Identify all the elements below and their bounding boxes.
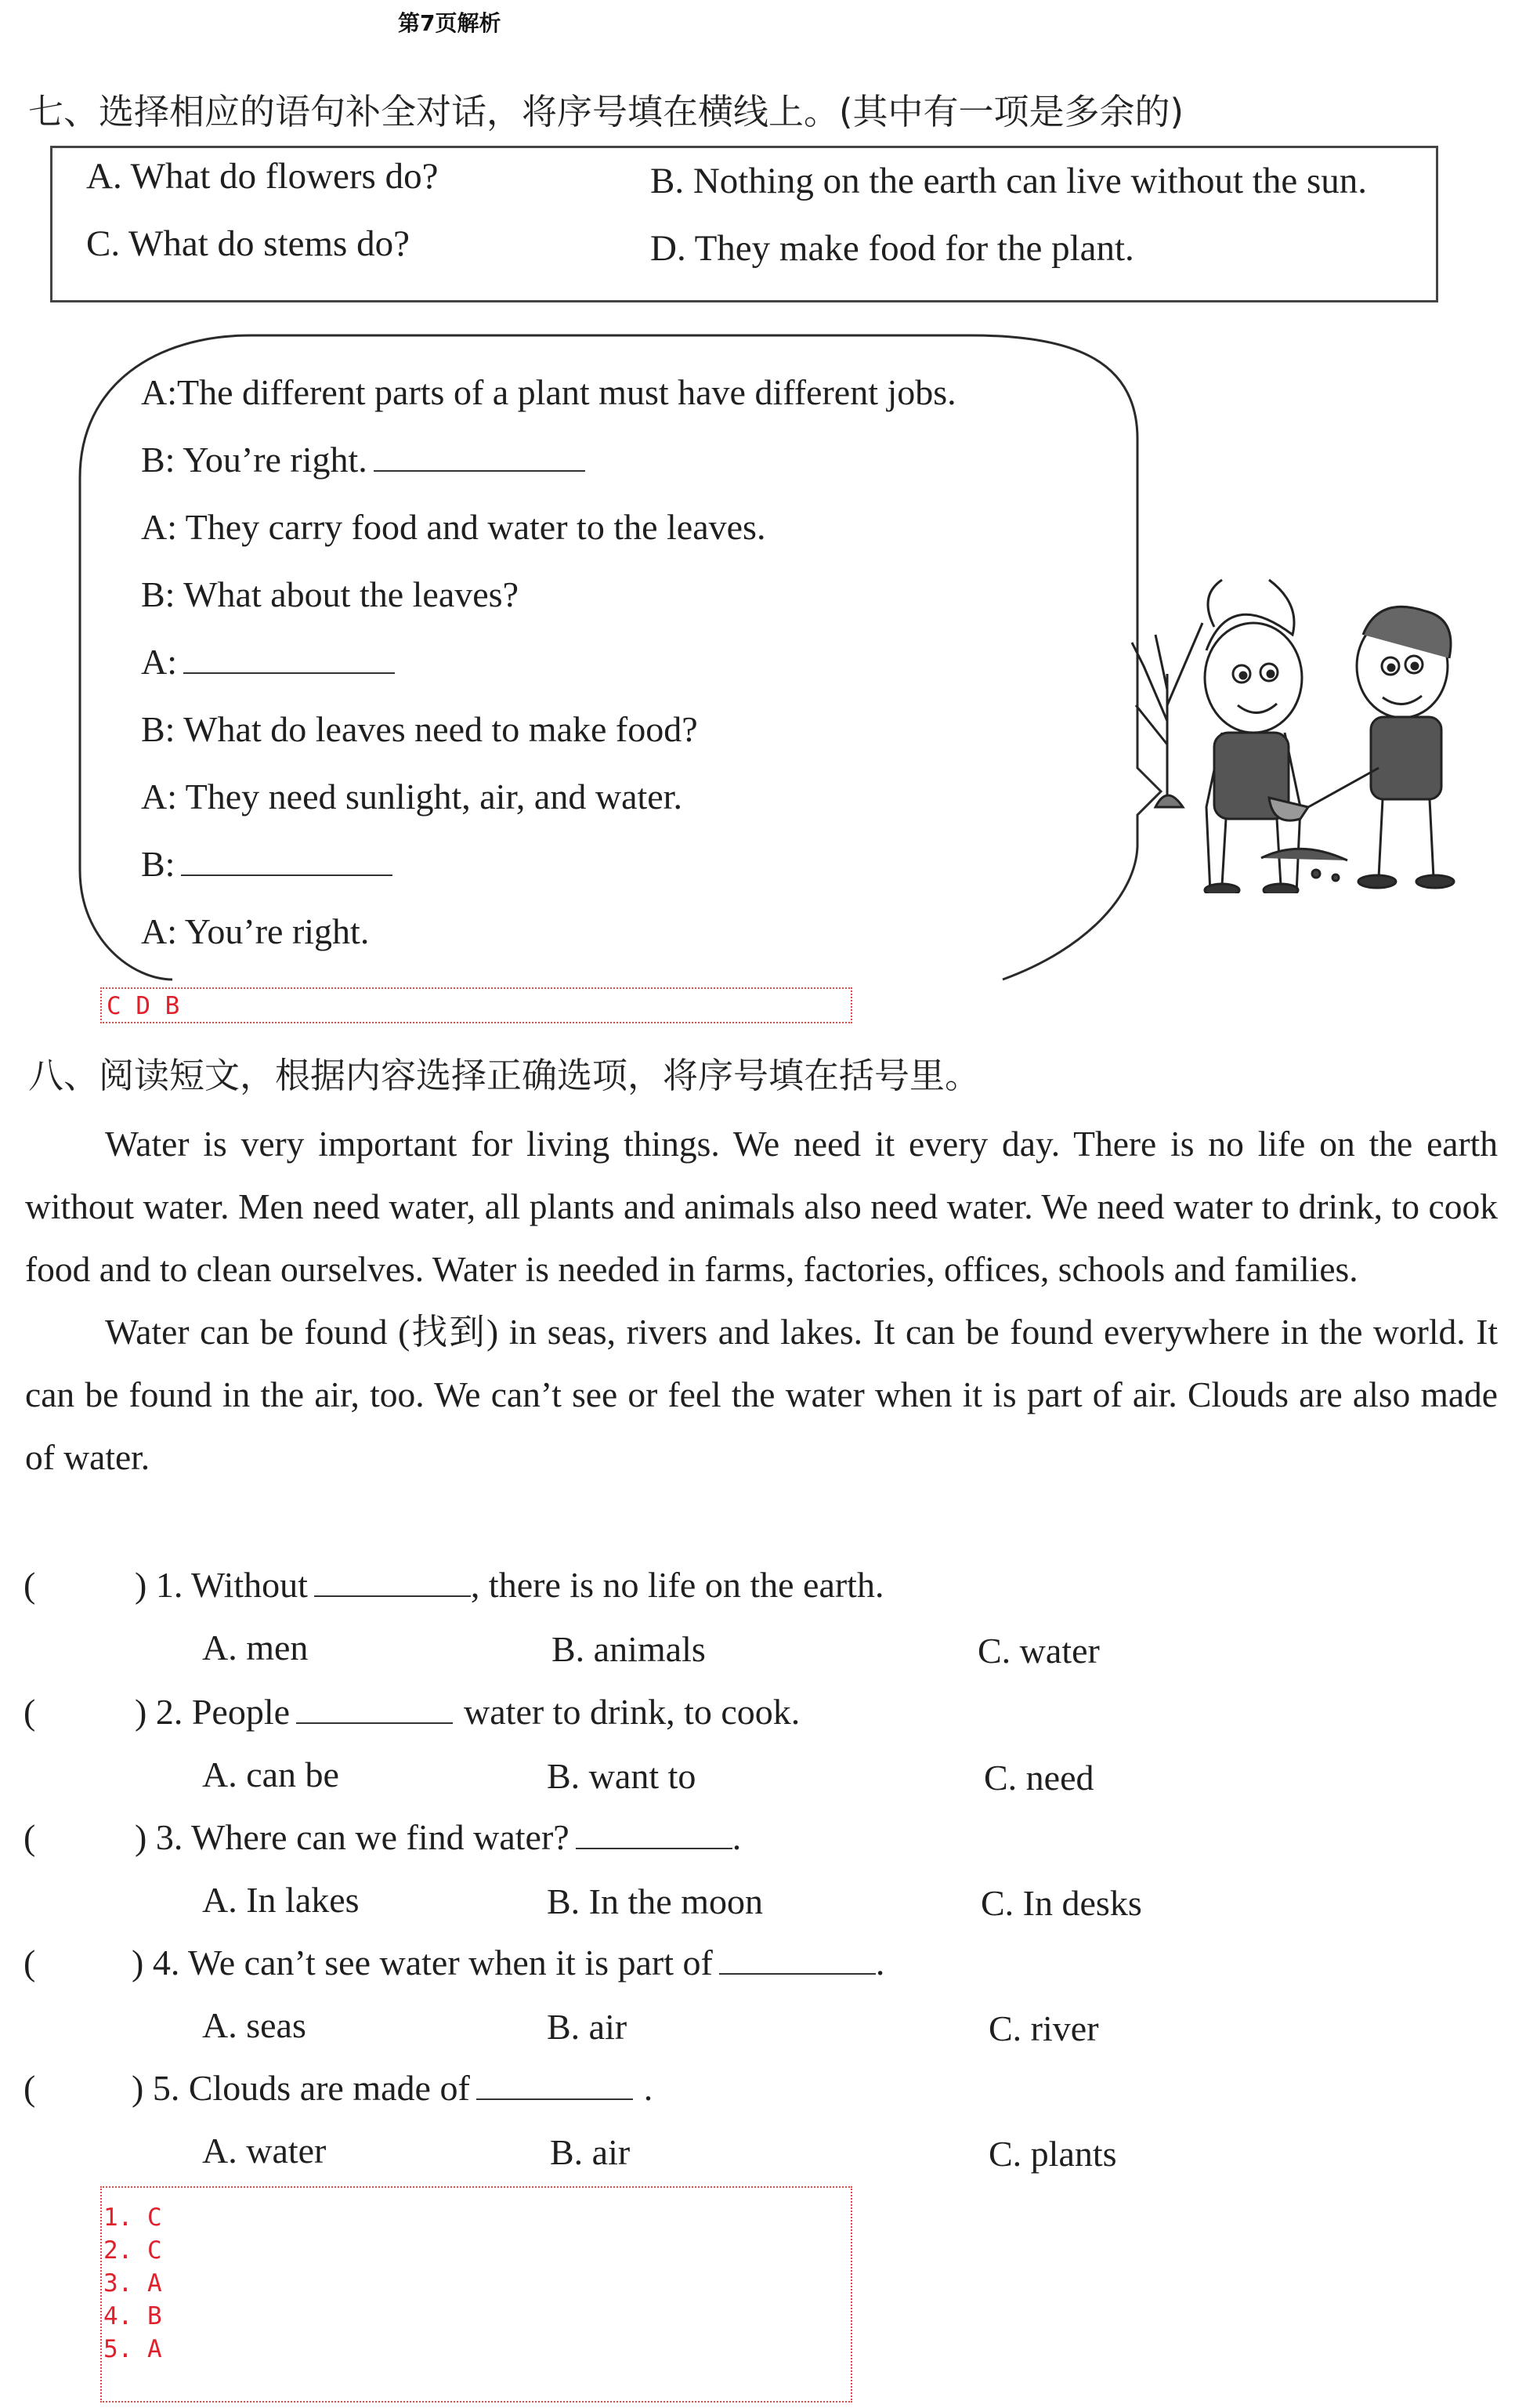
dialogue-line-4: B: What about the leaves? <box>141 574 519 614</box>
question-4-choice-b[interactable]: B. air <box>547 2007 627 2047</box>
question-3-close-paren: ) <box>135 1817 147 1857</box>
question-1 <box>135 1564 884 1606</box>
section7-answer: C D B <box>107 992 180 1020</box>
option-a: A. What do flowers do? <box>86 156 439 197</box>
answer-1: 1. C <box>103 2203 162 2232</box>
question-2-choice-b[interactable]: B. want to <box>547 1756 696 1796</box>
question-3 <box>135 1816 741 1858</box>
question-3-choice-b[interactable]: B. In the moon <box>547 1881 763 1921</box>
section7-title: 七、选择相应的语句补全对话，将序号填在横线上。(其中有一项是多余的) <box>28 91 1184 132</box>
question-1-choice-b[interactable]: B. animals <box>551 1629 706 1669</box>
question-4 <box>132 1942 884 1983</box>
reading-passage <box>25 1113 1498 1489</box>
blank-2[interactable] <box>183 643 395 674</box>
section7-answer-box <box>100 987 852 1023</box>
option-b: B. Nothing on the earth can live without the sun. <box>650 161 1368 201</box>
question-2 <box>135 1691 800 1733</box>
question-5-blank[interactable] <box>476 2069 633 2100</box>
passage-paragraph-1: Water is very important for living things. We need it every day. There is no life on the earth without water. Men need water, all plants and animals also need water. We need water to drink, to cook food and to clean ourselves. Water is needed in farms, factories, offices, schools and families. <box>25 1124 1498 1289</box>
question-4-open-paren: ( <box>24 1943 36 1983</box>
question-5-choice-b[interactable]: B. air <box>550 2132 631 2172</box>
dialogue-line-8-text: B: <box>141 844 175 884</box>
question-1-open-paren: ( <box>24 1565 36 1605</box>
option-c: C. What do stems do? <box>86 223 410 264</box>
answer-4: 4. B <box>103 2302 162 2330</box>
children-planting-illustration <box>1112 549 1481 893</box>
question-3-open-paren: ( <box>24 1817 36 1857</box>
question-1-stem: 1. Without <box>155 1565 308 1605</box>
dialogue-line-1: A:The different parts of a plant must have different jobs. <box>141 372 956 412</box>
question-4-choice-c[interactable]: C. river <box>989 2008 1099 2048</box>
question-1-choice-a[interactable]: A. men <box>202 1628 309 1667</box>
question-5-open-paren: ( <box>24 2068 36 2108</box>
dialogue-line-9: A: You’re right. <box>141 911 370 951</box>
dialogue-line-2 <box>141 439 585 480</box>
page-header: 第7页解析 <box>398 10 501 36</box>
answer-3: 3. A <box>103 2269 162 2298</box>
dialogue-line-2-text: B: You’re right. <box>141 440 367 480</box>
question-5 <box>132 2067 653 2109</box>
question-2-choice-c[interactable]: C. need <box>984 1758 1094 1798</box>
question-2-choice-a[interactable]: A. can be <box>202 1754 339 1794</box>
dialogue-line-8 <box>141 843 392 885</box>
passage-paragraph-2: Water can be found (找到) in seas, rivers and lakes. It can be found everywhere in the world. It can be found in the air, too. We can’t see or feel the water when it is part of air. Clouds are also made of water. <box>25 1312 1498 1477</box>
question-3-blank[interactable] <box>576 1818 732 1849</box>
dialogue-line-7: A: They need sunlight, air, and water. <box>141 777 682 817</box>
question-2-open-paren: ( <box>24 1692 36 1732</box>
question-4-stem: 4. We can’t see water when it is part of <box>152 1943 713 1983</box>
question-5-choice-c[interactable]: C. plants <box>989 2134 1117 2174</box>
blank-3[interactable] <box>181 845 392 876</box>
blank-1[interactable] <box>374 440 585 472</box>
dialogue-line-3: A: They carry food and water to the leaves. <box>141 507 766 547</box>
dialogue-line-5-text: A: <box>141 642 177 682</box>
question-3-stem-end: . <box>732 1817 742 1857</box>
question-1-blank[interactable] <box>314 1566 471 1597</box>
option-d: D. They make food for the plant. <box>650 228 1134 269</box>
dialogue-line-6: B: What do leaves need to make food? <box>141 709 698 749</box>
section8-answer-box <box>100 2186 852 2403</box>
question-3-stem: 3. Where can we find water? <box>155 1817 569 1857</box>
answer-2: 2. C <box>103 2236 162 2265</box>
section8-title: 八、阅读短文，根据内容选择正确选项，将序号填在括号里。 <box>28 1055 981 1096</box>
question-4-blank[interactable] <box>719 1943 876 1975</box>
answer-5: 5. A <box>103 2335 162 2363</box>
question-3-choice-c[interactable]: C. In desks <box>981 1883 1142 1923</box>
question-5-close-paren: ) <box>132 2068 144 2108</box>
question-5-stem-end: . <box>643 2068 653 2108</box>
question-1-close-paren: ) <box>135 1565 147 1605</box>
question-2-stem-end: water to drink, to cook. <box>464 1692 801 1732</box>
question-2-stem: 2. People <box>155 1692 291 1732</box>
question-1-choice-c[interactable]: C. water <box>978 1631 1100 1671</box>
question-2-close-paren: ) <box>135 1692 147 1732</box>
question-5-stem: 5. Clouds are made of <box>152 2068 470 2108</box>
question-1-stem-end: , there is no life on the earth. <box>470 1565 884 1605</box>
question-3-choice-a[interactable]: A. In lakes <box>202 1880 360 1920</box>
dialogue-line-5 <box>141 641 395 683</box>
question-5-choice-a[interactable]: A. water <box>202 2131 327 2171</box>
question-4-stem-end: . <box>875 1943 885 1983</box>
question-4-choice-a[interactable]: A. seas <box>202 2005 306 2045</box>
question-2-blank[interactable] <box>296 1693 453 1724</box>
question-4-close-paren: ) <box>132 1943 144 1983</box>
